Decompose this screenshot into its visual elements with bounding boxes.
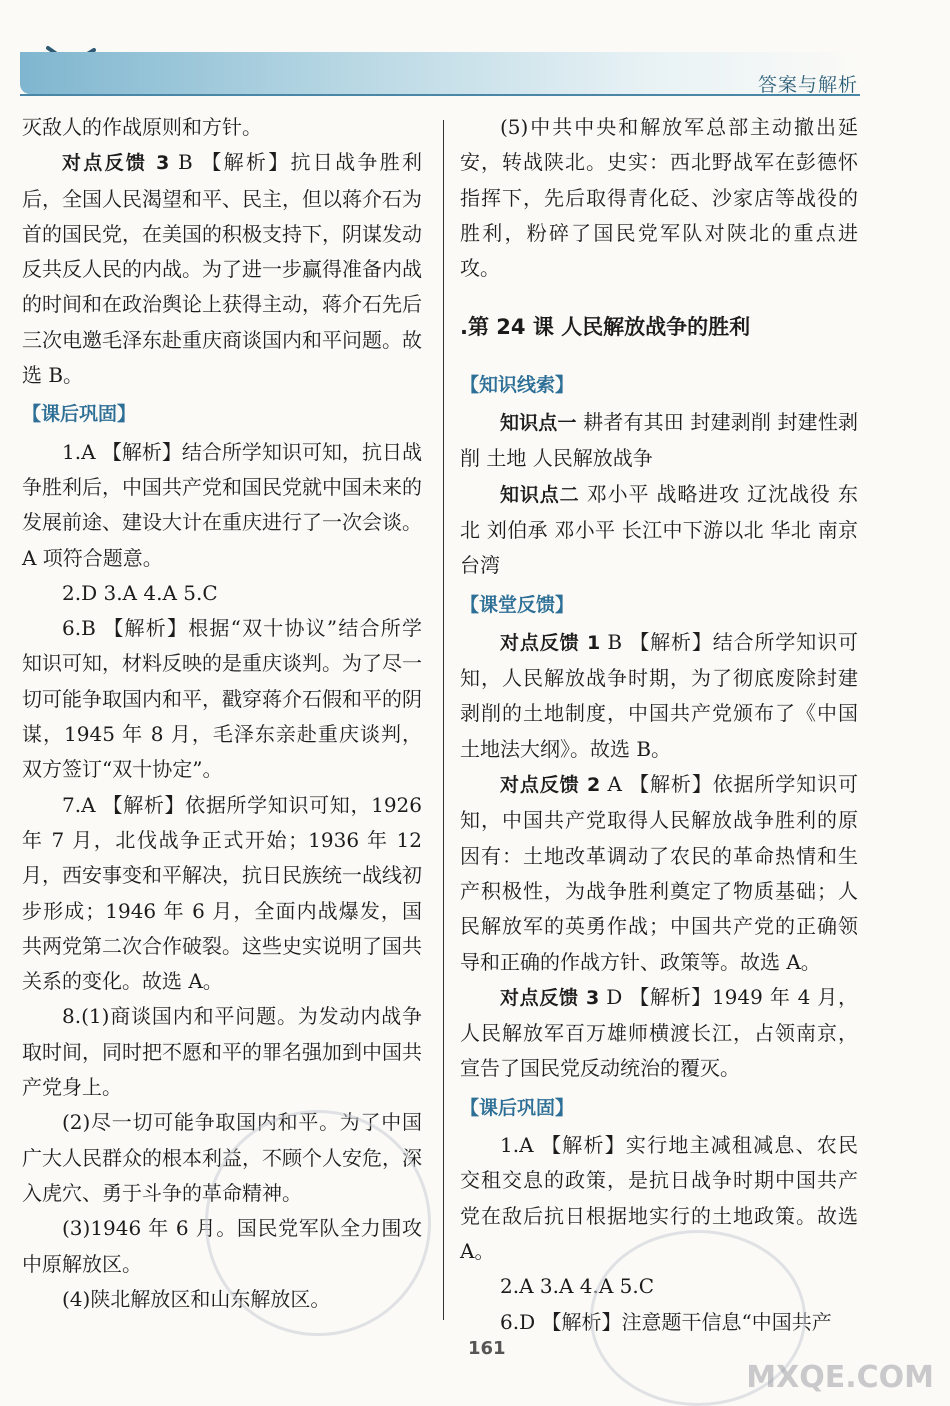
page-number: 161 — [468, 1338, 506, 1359]
header-title: 答案与解析 — [757, 74, 858, 96]
section-heading: 【课堂反馈】 — [460, 593, 575, 616]
answer-item — [22, 145, 422, 393]
item-label: 知识点二 — [500, 483, 580, 506]
item-text: 耕者有其田 封建剥削 封建性剥削 土地 人民解放战争 — [460, 410, 858, 471]
answer-paragraph: 8.(1)商谈国内和平问题。为发动内战争取时间，同时把不愿和平的罪名强加到中国共产党身上。 — [22, 1004, 422, 1100]
answer-item — [460, 767, 858, 980]
answer-item — [460, 477, 858, 584]
section-heading: 【课后巩固】 — [22, 403, 137, 426]
section-heading: 【课后巩固】 — [460, 1096, 575, 1119]
right-column — [460, 110, 858, 1340]
item-text: 邓小平 战略进攻 辽沈战役 东北 刘伯承 邓小平 长江中下游以北 华北 南京 台湾 — [460, 481, 858, 578]
column-divider — [443, 120, 444, 1320]
answer-paragraph: 1.A 【解析】结合所学知识可知，抗日战争胜利后，中国共产党和国民党就中国未来的发展前途、建设大计在重庆进行了一次会谈。A 项符合题意。 — [22, 439, 422, 570]
answer-paragraph: (3)1946 年 6 月。国民党军队全力围攻中原解放区。 — [22, 1216, 422, 1276]
item-text: A 【解析】依据所学知识可知，中国共产党取得人民解放战争胜利的原因有：土地改革调动了农民的革命热情和生产积极性，为战争胜利奠定了物质基础；人民解放军的英勇作战；中国共产党的正确领导和正确的作战方针、政策等。故选 A。 — [460, 772, 858, 974]
item-text: B 【解析】结合所学知识可知，人民解放战争时期，为了彻底废除封建剥削的土地制度，中国共产党颁布了《中国土地法大纲》。故选 B。 — [460, 629, 858, 761]
answer-item — [460, 625, 858, 767]
answer-item — [460, 405, 858, 477]
item-text: B 【解析】抗日战争胜利后，全国人民渴望和平、民主，但以蒋介石为首的国民党，在美国的积极支持下，阴谋发动反共反人民的内战。为了进一步赢得准备内战的时间和在政治舆论上获得主动，蒋介石先后三次电邀毛泽东赴重庆商谈国内和平问题。故选 B。 — [22, 150, 422, 388]
answer-paragraph: (2)尽一切可能争取国内和平。为了中国广大人民群众的根本利益，不顾个人安危，深入虎穴、勇于斗争的革命精神。 — [22, 1110, 422, 1205]
answer-paragraph: 2.D 3.A 4.A 5.C — [62, 580, 218, 605]
item-label: 对点反馈 3 — [500, 986, 600, 1009]
answer-paragraph: 1.A 【解析】实行地主减租减息、农民交租交息的政策，是抗日战争时期中国共产党在敌后抗日根据地实行的土地政策。故选 A。 — [460, 1133, 858, 1263]
item-text: D 【解析】1949 年 4 月，人民解放军百万雄师横渡长江，占领南京，宣告了国民党反动统治的覆灭。 — [460, 984, 858, 1081]
answer-paragraph: (4)陕北解放区和山东解放区。 — [62, 1286, 331, 1311]
item-label: 对点反馈 3 — [62, 152, 170, 175]
answer-paragraph: 6.B 【解析】根据“双十协议”结合所学知识可知，材料反映的是重庆谈判。为了尽一切可能争取国内和平，戳穿蒋介石假和平的阴谋，1945 年 8 月，毛泽东亲赴重庆谈判，双方签订“双十协定”。 — [22, 616, 422, 782]
answer-paragraph: 6.D 【解析】注意题干信息“中国共产 — [500, 1309, 832, 1334]
item-label: 对点反馈 1 — [500, 631, 601, 654]
faded-stamp — [205, 1110, 431, 1336]
answer-paragraph: (5)中共中央和解放军总部主动撤出延安，转战陕北。史实：西北野战军在彭德怀指挥下，先后取得青化砭、沙家店等战役的胜利，粉碎了国民党军队对陕北的重点进攻。 — [460, 115, 858, 281]
watermark-text: MXQE.COM — [746, 1360, 934, 1395]
answer-item — [460, 980, 858, 1087]
item-label: 对点反馈 2 — [500, 774, 601, 797]
page-header — [0, 0, 950, 100]
header-rule — [20, 94, 860, 96]
item-label: 知识点一 — [500, 412, 577, 435]
lesson-title: .第 24 课 人民解放战争的胜利 — [460, 315, 751, 340]
header-band — [20, 52, 860, 94]
section-heading: 【知识线索】 — [460, 373, 575, 396]
answer-paragraph: 7.A 【解析】依据所学知识可知，1926 年 7 月，北伐战争正式开始；1936 年 12 月，西安事变和平解决，抗日民族统一战线初步形成；1946 年 6 月，全面内战爆发，国共两党第二次合作破裂。这些史实说明了国共关系的变化。故选 A。 — [22, 792, 422, 994]
text-paragraph: 灭敌人的作战原则和方针。 — [22, 115, 262, 139]
answer-paragraph: 2.A 3.A 4.A 5.C — [500, 1274, 655, 1299]
